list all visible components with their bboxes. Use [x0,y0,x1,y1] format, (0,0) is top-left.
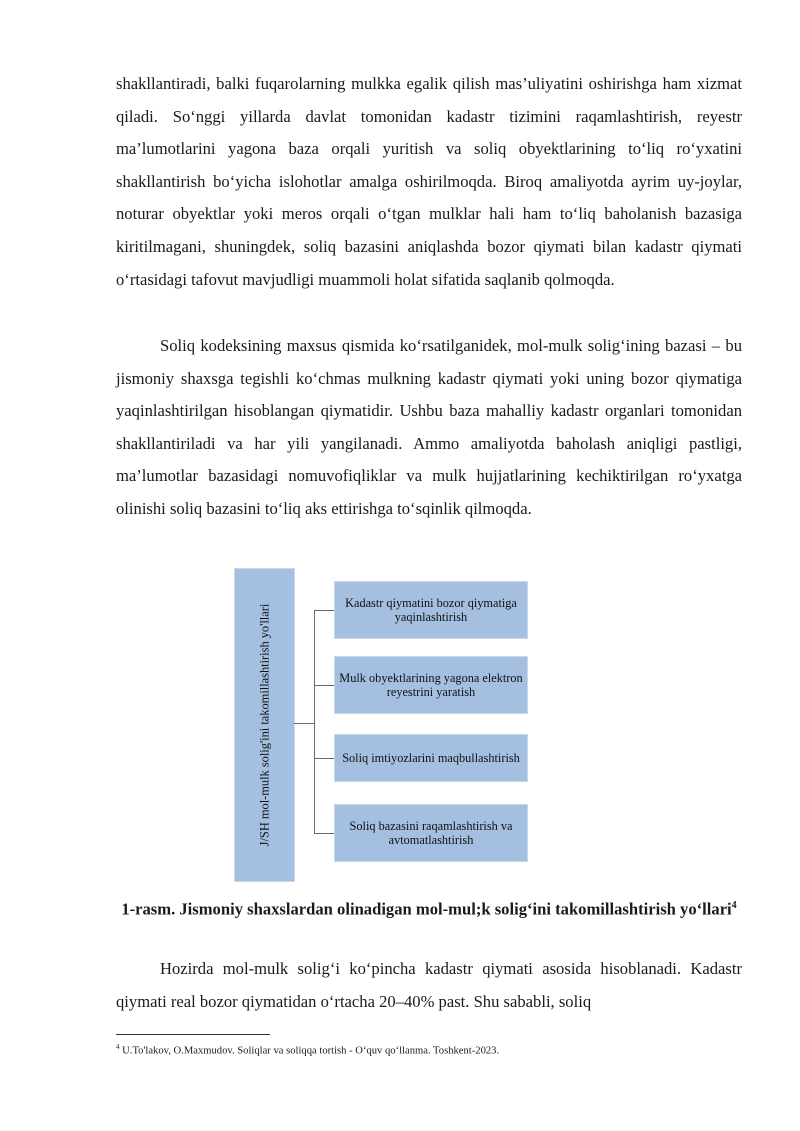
figure-caption-text: 1-rasm. Jismoniy shaxslardan olinadigan mol-mul;k solig‘ini takomillashtirish yo‘llari [121,899,732,919]
connector-trunk [314,610,315,833]
footnote-text: U.To'lakov, O.Maxmudov. Soliqlar va soliqqa tortish - O‘quv qo‘llanma. Toshkent-2023. [122,1045,500,1057]
body-paragraph-1: shakllantiradi, balki fuqarolarning mulkka egalik qilish mas’uliyatini oshirishga ham xizmat qiladi. So‘nggi yillarda davlat tomonidan kadastr tizimini raqamlashtirish, reyestr ma’lumotlarini yagona baza orqali yuritish va soliq obyektlarining to‘liq ro‘yxatini shakllantirish bo‘yicha islohotlar amalga oshirilmoqda. Biroq amaliyotda ayrim uy-joylar, noturar obyektlar yoki meros orqali o‘tgan mulklar hali ham to‘liq baholanish bazasiga kiritilmagani, shuningdek, soliq bazasini aniqlashda bozor qiymati bilan kadastr qiymati o‘rtasidagi tafovut mavjudligi muammoli holat sifatida saqlanib qolmoqda. [116,74,742,289]
diagram-box-electronic-registry: Mulk obyektlarining yagona elektron reyestrini yaratish [334,656,528,714]
diagram-box-tax-benefits: Soliq imtiyozlarini maqbullashtirish [334,734,528,782]
body-paragraph-3: Hozirda mol-mulk solig‘i ko‘pincha kadastr qiymati asosida hisoblanadi. Kadastr qiymati real bozor qiymatidan o‘rtacha 20–40% past. Shu sababli, soliq [116,959,742,1011]
connector-branch-1 [314,610,334,611]
diagram-root-label: J/SH mol-mulk solig'ini takomillashtirish yo'llari [257,603,271,847]
footnote [116,1040,499,1059]
connector-branch-3 [314,758,334,759]
body-paragraph-2: Soliq kodeksining maxsus qismida ko‘rsatilganidek, mol-mulk solig‘ining bazasi – bu jismoniy shaxsga tegishli ko‘chmas mulkning kadastr qiymati yoki uning bozor qiymatiga yaqinlashtirilgan hisoblangan qiymatidir. Ushbu baza mahalliy kadastr organlari tomonidan shakllantiriladi va har yili yangilanadi. Ammo amaliyotda baholash aniqligi pastligi, ma’lumotlar bazasidagi nomuvofiqliklar va mulk hujjatlarining kechiktirilgan ro‘yxatga olinishi soliq bazasini to‘liq aks ettirishga to‘sqinlik qilmoqda. [116,336,742,518]
diagram-box-cadastral-value: Kadastr qiymatini bozor qiymatiga yaqinlashtirish [334,581,528,639]
improvement-diagram [232,568,532,882]
figure-caption [116,896,742,920]
connector-branch-4 [314,833,334,834]
diagram-box-digitalization: Soliq bazasini raqamlashtirish va avtomatlashtirish [334,804,528,862]
connector-root [294,723,314,724]
footnote-reference: 4 [731,900,737,911]
connector-branch-2 [314,685,334,686]
footnote-divider [116,1034,270,1035]
diagram-root-box [234,568,295,882]
footnote-number: 4 [116,1043,120,1051]
